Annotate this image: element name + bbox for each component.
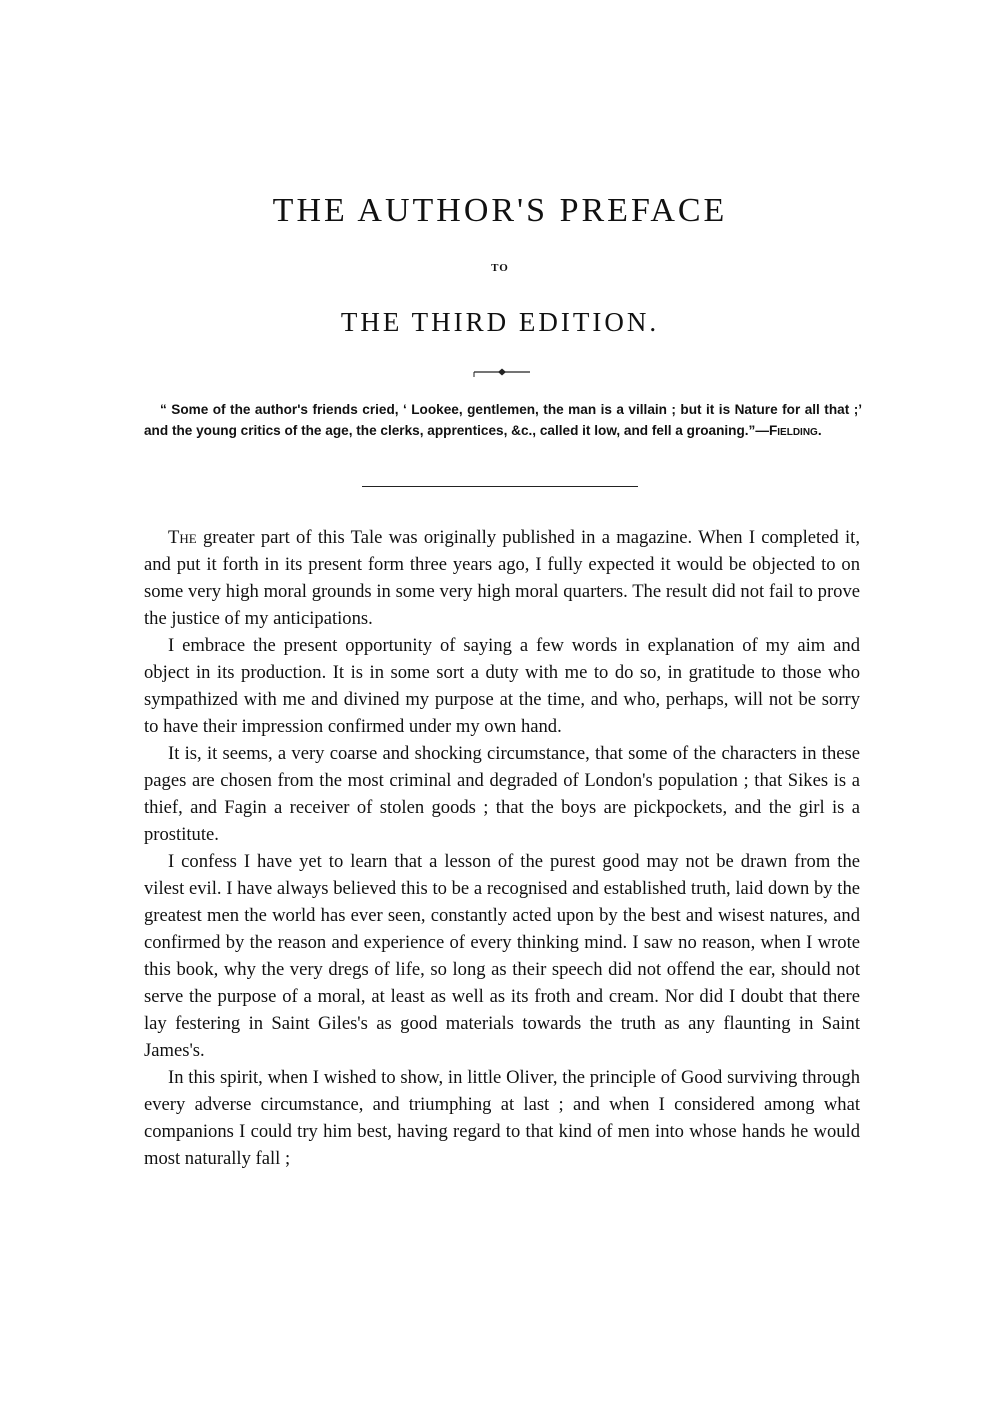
section-rule bbox=[362, 486, 638, 487]
epigraph bbox=[144, 399, 862, 441]
ornament-divider bbox=[473, 366, 531, 378]
paragraph-1-text: greater part of this Tale was originally published in a magazine. When I completed it, and put it forth in its present form three years ago, I fully expected it would be objected to on some very high moral grounds in some very high moral quarters. The result did not fail to prove the justice of my anticipations. bbox=[144, 527, 860, 629]
paragraph-lead: The bbox=[168, 527, 197, 548]
title-connector: TO bbox=[491, 262, 509, 274]
paragraph-4: I confess I have yet to learn that a lesson of the purest good may not be drawn from the vilest evil. I have always believed this to be a recognised and established truth, laid down by the greatest men the world has ever seen, constantly acted upon by the best and wisest natures, and confirmed by the reason and experience of every thinking mind. I saw no reason, when I wrote this book, why the very dregs of life, so long as their speech did not offend the ear, should not serve the purpose of a moral, at least as well as its froth and cream. Nor did I doubt that there lay festering in Saint Giles's as good materials towards the truth as any flaunting in Saint James's. bbox=[144, 851, 860, 1061]
paragraph-1 bbox=[144, 524, 860, 632]
paragraph-3: It is, it seems, a very coarse and shocking circumstance, that some of the characters in these pages are chosen from the most criminal and degraded of London's population ; that Sikes is a thief, and Fagin a receiver of stolen goods ; that the boys are pickpockets, and the girl is a prostitute. bbox=[144, 743, 860, 845]
preface-body bbox=[144, 524, 860, 1172]
epigraph-attribution: Fielding. bbox=[768, 423, 822, 438]
page-subtitle: THE THIRD EDITION. bbox=[340, 307, 660, 337]
page-title: THE AUTHOR'S PREFACE bbox=[272, 192, 728, 229]
paragraph-2: I embrace the present opportunity of saying a few words in explanation of my aim and object in its production. It is in some sort a duty with me to do so, in gratitude to those who sympathized with me and divined my purpose at the time, and who, perhaps, will not be sorry to have their impression confirmed under my own hand. bbox=[144, 635, 860, 737]
epigraph-text: “ Some of the author's friends cried, ‘ Lookee, gentlemen, the man is a villain ; but it is Nature for all that ;’ and the young critics of the age, the clerks, apprentices, &c., called it low, and fell a groaning.”— bbox=[144, 402, 862, 438]
paragraph-5: In this spirit, when I wished to show, in little Oliver, the principle of Good surviving through every adverse circumstance, and triumphing at last ; and when I considered among what companions I could try him best, having regard to that kind of men into whose hands he would most naturally fall ; bbox=[144, 1067, 860, 1169]
